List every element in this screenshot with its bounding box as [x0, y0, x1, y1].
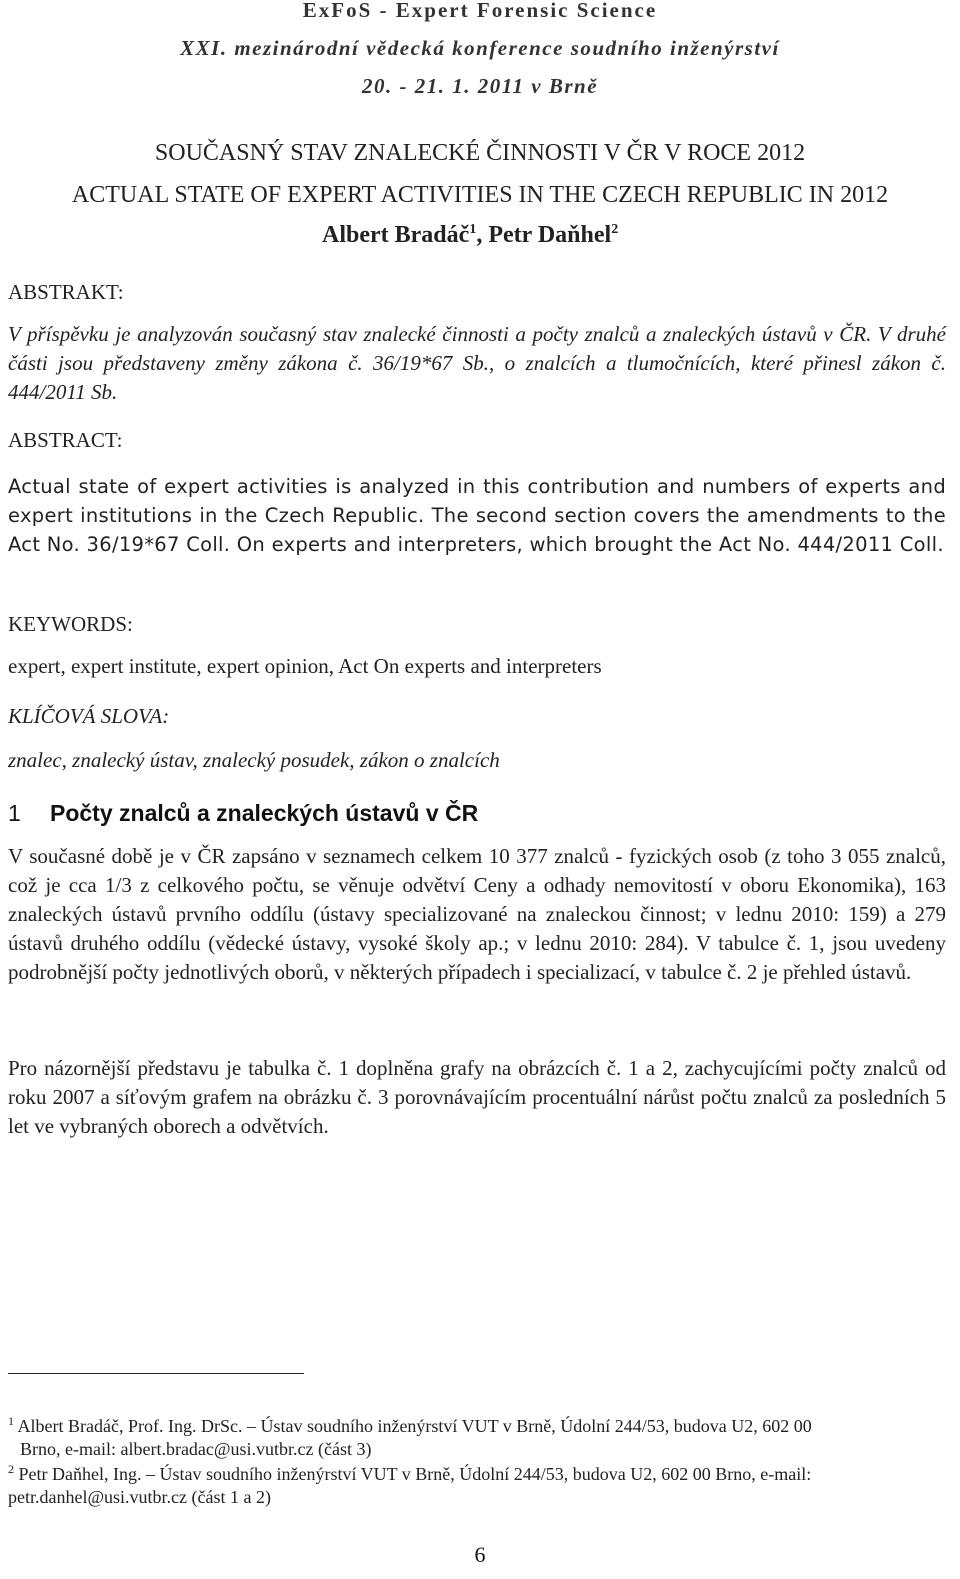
abstract-text: Actual state of expert activities is analyzed in this contribution and numbers of experts and expert institutions in the Czech Republic. The second section covers the amendments to the Act No. 36/19*67 Coll. On experts and interpreters, which brought the Act No. 444/2011 Coll. [8, 475, 946, 556]
footnote-text: Brno, e-mail: albert.bradac@usi.vutbr.cz (část 3) [20, 1439, 372, 1459]
klicova-slova-text: znalec, znalecký ústav, znalecký posudek, zákon o znalcích [8, 748, 500, 772]
conference-date: 20. - 21. 1. 2011 v Brně [361, 74, 599, 98]
klicova-slova-label: KLÍČOVÁ SLOVA: [8, 704, 170, 728]
author-affiliation-marker: 2 [611, 222, 619, 237]
page-number: 6 [474, 1542, 486, 1567]
section-heading [8, 800, 478, 827]
keywords-text: expert, expert institute, expert opinion, Act On experts and interpreters [8, 654, 602, 678]
footnote-text: Albert Bradáč, Prof. Ing. DrSc. – Ústav soudního inženýrství VUT v Brně, Údolní 244/53, budova U2, 602 00 [17, 1416, 812, 1436]
abstrakt-label: ABSTRAKT: [8, 280, 124, 304]
author-list [322, 222, 618, 249]
conference-series-title: ExFoS - Expert Forensic Science [302, 0, 658, 22]
abstrakt-body: V příspěvku je analyzován současný stav znalecké činnosti a počty znalců a znaleckých ústavů v ČR. V druhé části jsou představeny změny zákona č. 36/19*67 Sb., o znalcích a tlumočnících, které přinesl zákon č. 444/2011 Sb. [8, 322, 946, 404]
footnote [8, 1463, 948, 1509]
body-paragraph: V současné době je v ČR zapsáno v seznamech celkem 10 377 znalců - fyzických osob (z toho 3 055 znalců, což je cca 1/3 z celkového počtu, se věnuje odvětví Ceny a odhady nemovitostí v oboru Ekonomika), 163 znaleckých ústavů prvního oddílu (ústavy specializované na znaleckou činnost; v lednu 2010: 159) a 279 ústavů druhého oddílu (vědecké ústavy, vysoké školy ap.; v lednu 2010: 284). V tabulce č. 1, jsou uvedeny podrobnější počty jednotlivých oborů, v některých případech i specializací, v tabulce č. 2 je přehled ústavů. [8, 844, 946, 984]
footnote-marker: 2 [8, 1462, 14, 1476]
paper-title-czech: SOUČASNÝ STAV ZNALECKÉ ČINNOSTI V ČR V ROCE 2012 [154, 140, 806, 166]
body-paragraph: Pro názornější představu je tabulka č. 1 doplněna grafy na obrázcích č. 1 a 2, zachycujícími počty znalců od roku 2007 a síťovým grafem na obrázku č. 3 porovnávajícím procentuální nárůst počtu znalců za posledních 5 let ve vybraných oborech a odvětvích. [8, 1056, 946, 1138]
author-separator: , [476, 222, 489, 248]
footnote [8, 1415, 948, 1461]
paper-title-english: ACTUAL STATE OF EXPERT ACTIVITIES IN THE CZECH REPUBLIC IN 2012 [71, 182, 889, 208]
footnote-marker: 1 [8, 1414, 14, 1428]
keywords-label: KEYWORDS: [8, 612, 133, 636]
footnote-text: Petr Daňhel, Ing. – Ústav soudního inženýrství VUT v Brně, Údolní 244/53, budova U2, 602 00 Brno, e-mail: [18, 1464, 812, 1484]
section-number: 1 [8, 800, 21, 826]
abstract-label: ABSTRACT: [8, 428, 123, 452]
author-name: Albert Bradáč [322, 222, 470, 248]
footnote-text: petr.danhel@usi.vutbr.cz (část 1 a 2) [8, 1487, 271, 1507]
abstrakt-text [8, 320, 946, 407]
section-title: Počty znalců a znaleckých ústavů v ČR [50, 800, 479, 826]
author-affiliation-marker: 1 [469, 222, 477, 237]
conference-name: XXI. mezinárodní vědecká konference soudního inženýrství [180, 36, 780, 60]
author-name: Petr Daňhel [488, 222, 612, 248]
footnote-separator [8, 1373, 304, 1374]
